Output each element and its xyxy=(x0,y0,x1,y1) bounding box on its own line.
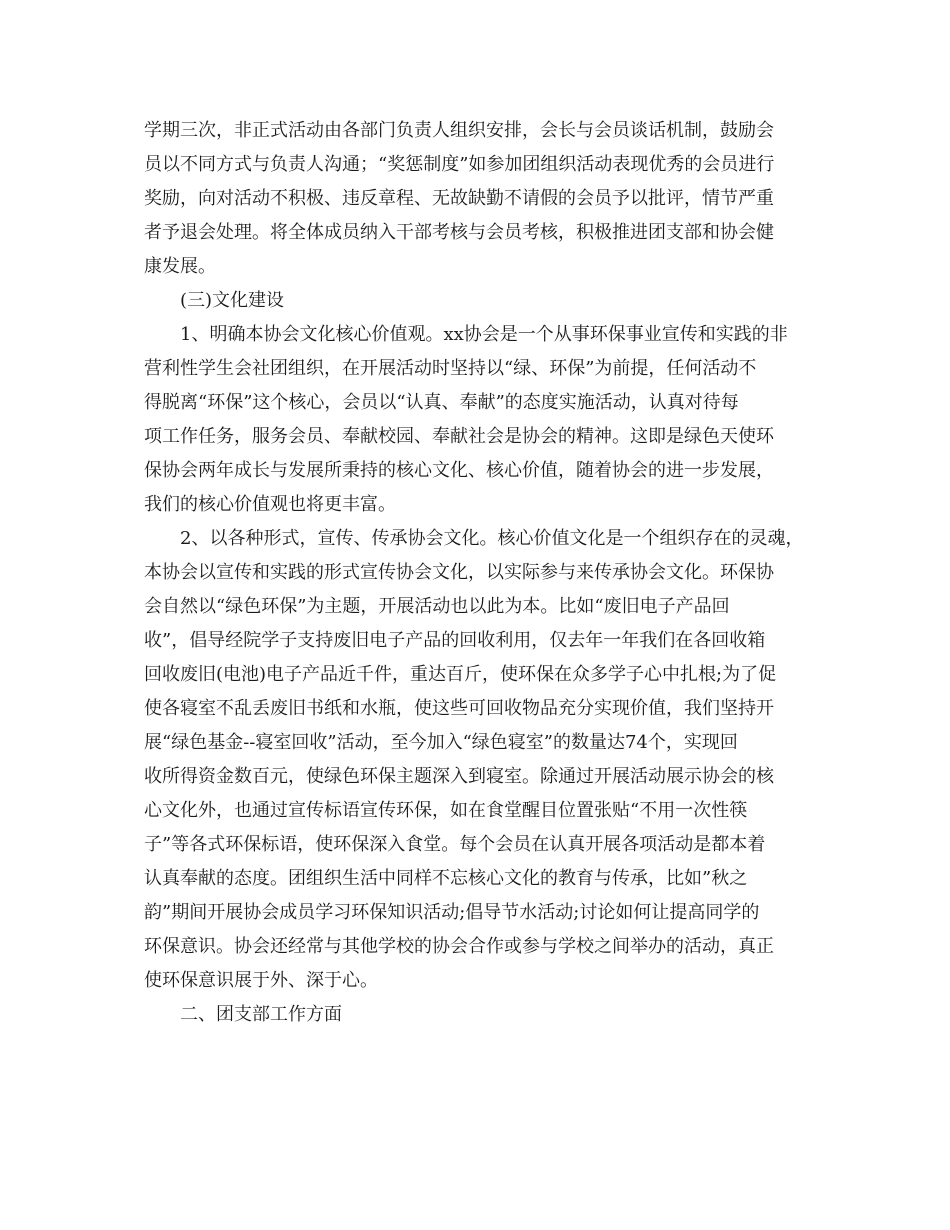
text-line: 收”，倡导经院学子支持废旧电子产品的回收利用，仅去年一年我们在各回收箱 xyxy=(144,630,766,651)
text-line: 环保意识。协会还经常与其他学校的协会合作或参与学校之间举办的活动，真正 xyxy=(144,936,774,957)
text-line: 者予退会处理。将全体成员纳入干部考核与会员考核，积极推进团支部和协会健 xyxy=(144,222,774,243)
text-line: 二、团支部工作方面 xyxy=(180,1004,342,1025)
text-line: 会自然以“绿色环保”为主题，开展活动也以此为本。比如“废旧电子产品回 xyxy=(144,596,730,617)
text-line: (三)文化建设 xyxy=(180,290,285,311)
text-line: 本协会以宣传和实践的形式宣传协会文化，以实际参与来传承协会文化。环保协 xyxy=(144,562,774,583)
text-line: 保协会两年成长与发展所秉持的核心文化、核心价值，随着协会的进一步发展， xyxy=(144,460,774,481)
text-line: 回收废旧(电池)电子产品近千件，重达百斤，使环保在众多学子心中扎根;为了促 xyxy=(144,664,777,685)
text-line: 使各寝室不乱丢废旧书纸和水瓶，使这些可回收物品充分实现价值，我们坚持开 xyxy=(144,698,774,719)
text-line: 1、明确本协会文化核心价值观。xx协会是一个从事环保事业宣传和实践的非 xyxy=(180,324,788,345)
text-line: 韵”期间开展协会成员学习环保知识活动;倡导节水活动;讨论如何让提高同学的 xyxy=(144,902,760,923)
text-line: 认真奉献的态度。团组织生活中同样不忘核心文化的教育与传承，比如”秋之 xyxy=(144,868,748,889)
text-line: 项工作任务，服务会员、奉献校园、奉献社会是协会的精神。这即是绿色天使环 xyxy=(144,426,774,447)
text-line: 学期三次，非正式活动由各部门负责人组织安排，会长与会员谈话机制，鼓励会 xyxy=(144,120,774,141)
text-line: 使环保意识展于外、深于心。 xyxy=(144,970,378,991)
text-line: 子”等各式环保标语，使环保深入食堂。每个会员在认真开展各项活动是都本着 xyxy=(144,834,766,855)
text-line: 我们的核心价值观也将更丰富。 xyxy=(144,494,396,515)
text-line: 心文化外，也通过宣传标语宣传环保，如在食堂醒目位置张贴“不用一次性筷 xyxy=(144,800,748,821)
text-line: 康发展。 xyxy=(144,256,216,277)
text-line: 营利性学生会社团组织，在开展活动时坚持以“绿、环保”为前提，任何活动不 xyxy=(144,358,757,379)
text-line: 员以不同方式与负责人沟通；“奖惩制度”如参加团组织活动表现优秀的会员进行 xyxy=(144,154,775,175)
text-line: 得脱离“环保”这个核心，会员以“认真、奉献”的态度实施活动，认真对待每 xyxy=(144,392,739,413)
text-line: 奖励，向对活动不积极、违反章程、无故缺勤不请假的会员予以批评，情节严重 xyxy=(144,188,774,209)
document-body xyxy=(144,114,808,1032)
text-line: 2、以各种形式，宣传、传承协会文化。核心价值文化是一个组织存在的灵魂， xyxy=(180,528,804,549)
text-line: 展“绿色基金--寝室回收”活动，至今加入“绿色寝室”的数量达74个，实现回 xyxy=(144,732,738,753)
text-line: 收所得资金数百元，使绿色环保主题深入到寝室。除通过开展活动展示协会的核 xyxy=(144,766,774,787)
